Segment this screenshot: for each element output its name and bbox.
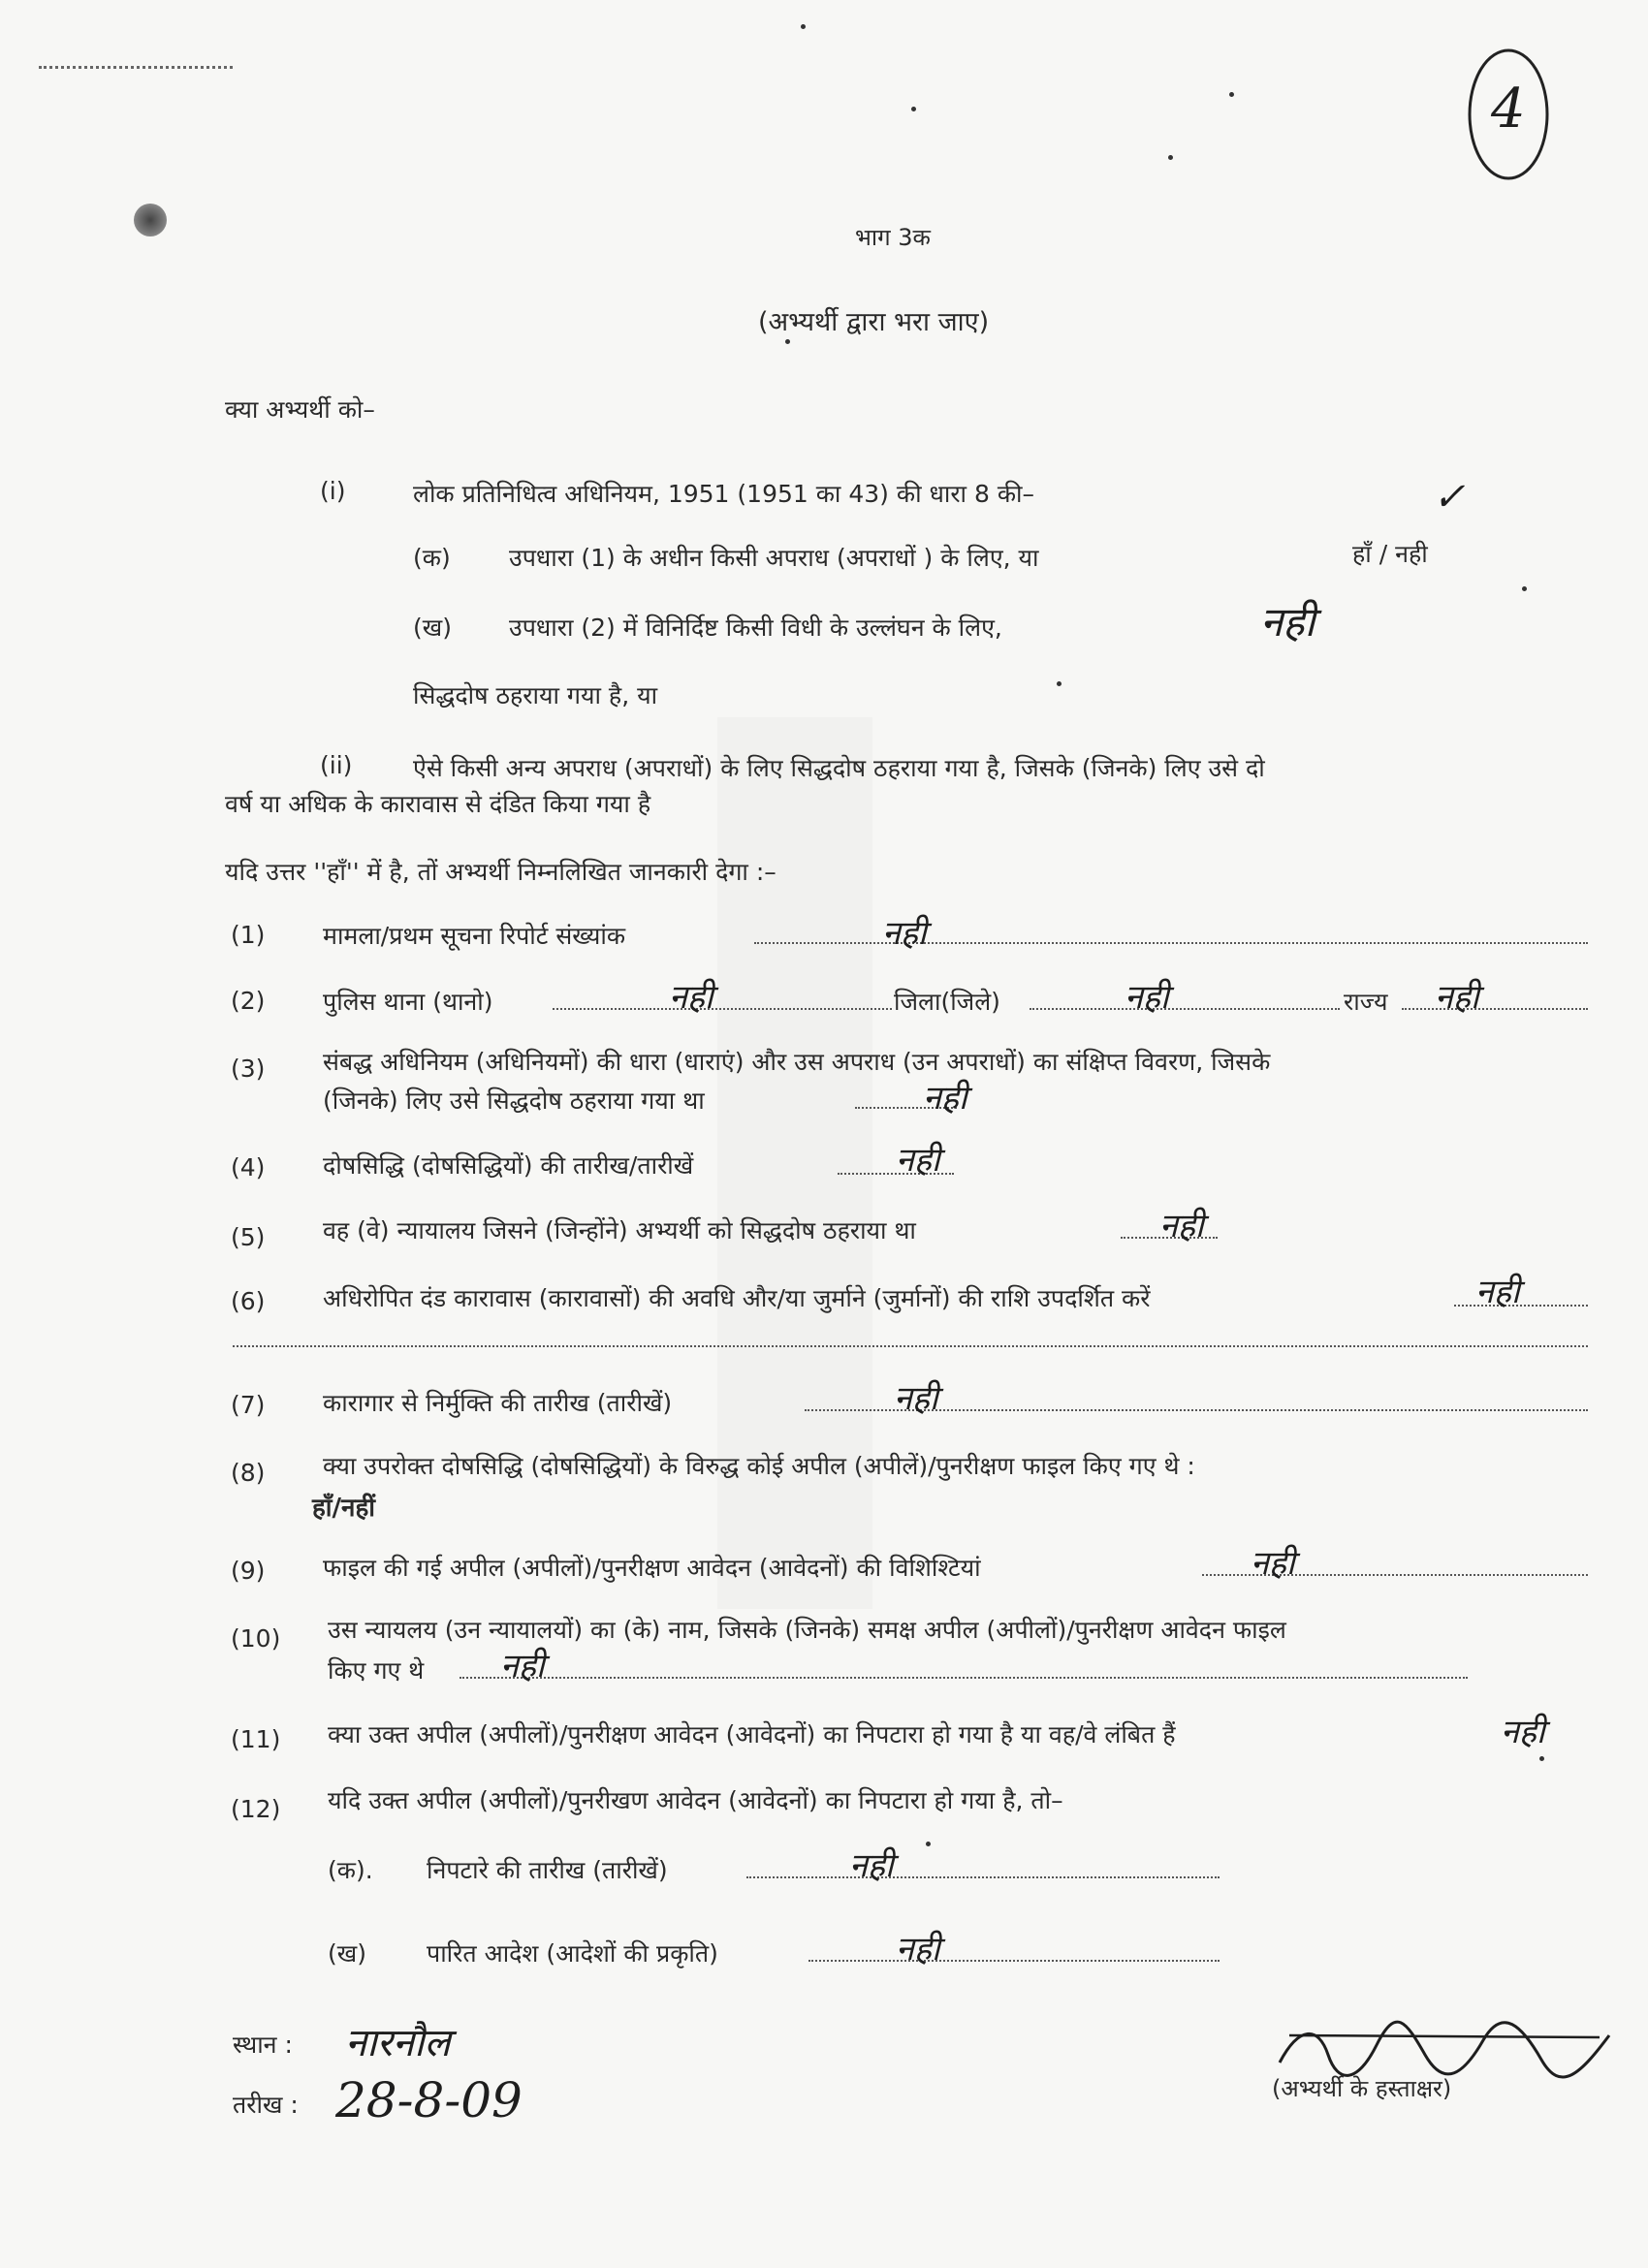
item-12a-label: (क). — [328, 1856, 373, 1884]
item-11-text: क्या उक्त अपील (अपीलों)/पुनरीक्षण आवेदन (आवेदनों) का निपटारा हो गया है या वह/वे लंबित हैं — [328, 1720, 1176, 1748]
intro-text: क्या अभ्यर्थी को– — [225, 395, 375, 424]
clause-b-text: उपधारा (2) में विनिर्दिष्ट किसी विधी के उल्लंघन के लिए, — [509, 614, 1002, 642]
item-12a-answer: नही — [849, 1846, 894, 1885]
item-6-number: (6) — [231, 1287, 266, 1315]
scan-edge-marks — [39, 66, 233, 69]
clause-a-text: उपधारा (1) के अधीन किसी अपराध (अपराधों ) के लिए, या — [509, 544, 1039, 572]
item-12a-fill-line — [746, 1876, 1220, 1878]
item-2-state-line — [1402, 1008, 1588, 1010]
clause-b-label: (ख) — [413, 614, 452, 642]
scan-speck — [911, 107, 916, 111]
section-i-number: (i) — [320, 477, 346, 505]
item-7-answer: नही — [894, 1379, 938, 1418]
signature-label: (अभ्यर्थी के हस्ताक्षर) — [1272, 2075, 1452, 2102]
item-1-answer: नही — [882, 914, 927, 953]
item-2-station-answer: नही — [669, 978, 713, 1017]
checkmark: ✓ — [1433, 475, 1466, 520]
item-8-options: हाँ/नहीं — [312, 1494, 376, 1523]
item-3-line2: (जिनके) लिए उसे सिद्धदोष ठहराया गया था — [323, 1087, 705, 1115]
item-10-line1: उस न्यायलय (उन न्यायालयों) का (के) नाम, जिसके (जिनके) समक्ष अपील (अपीलों)/पुनरीक्षण आवेदन फाइल — [328, 1616, 1286, 1644]
item-12b-text: पारित आदेश (आदेशों की प्रकृति) — [427, 1939, 718, 1968]
item-9-text: फाइल की गई अपील (अपीलों)/पुनरीक्षण आवेदन (आवेदनों) की विशिश्टियां — [323, 1554, 981, 1582]
item-7-text: कारागार से निर्मुक्ति की तारीख (तारीखें) — [323, 1389, 673, 1417]
item-12b-answer: नही — [896, 1930, 940, 1969]
item-3-number: (3) — [231, 1055, 266, 1083]
scan-speck — [926, 1842, 931, 1846]
punch-hole — [134, 204, 167, 236]
section-ii-number: (ii) — [320, 751, 353, 779]
page-number: 4 — [1491, 78, 1526, 141]
clause-b-answer: नही — [1260, 598, 1315, 646]
scan-speck — [785, 339, 790, 344]
item-6-answer: नही — [1475, 1273, 1520, 1311]
item-5-answer: नही — [1159, 1207, 1204, 1245]
scan-speck — [1539, 1756, 1544, 1761]
item-11-number: (11) — [231, 1725, 281, 1753]
item-9-answer: नही — [1251, 1544, 1295, 1583]
clause-a-options: हाँ / नही — [1352, 540, 1428, 568]
item-4-answer: नही — [896, 1141, 940, 1180]
item-11-answer: नही — [1501, 1713, 1545, 1751]
part-heading: भाग 3क — [855, 224, 931, 251]
item-4-number: (4) — [231, 1153, 266, 1181]
item-6-text: अधिरोपित दंड कारावास (कारावासों) की अवधि और/या जुर्माने (जुर्मानों) की राशि उपदर्शित करें — [323, 1284, 1151, 1312]
clause-a-label: (क) — [413, 544, 451, 572]
item-10-fill-line — [460, 1677, 1468, 1679]
item-2-number: (2) — [231, 987, 266, 1015]
item-5-number: (5) — [231, 1223, 266, 1251]
item-10-line2: किए गए थे — [328, 1656, 425, 1685]
item-9-number: (9) — [231, 1557, 266, 1585]
scan-speck — [1522, 586, 1527, 591]
item-1-text: मामला/प्रथम सूचना रिपोर्ट संख्यांक — [323, 922, 626, 950]
item-12-text: यदि उक्त अपील (अपीलों)/पुनरीखण आवेदन (आवेदनों) का निपटारा हो गया है, तो– — [328, 1786, 1063, 1814]
item-2-state-answer: नही — [1435, 978, 1479, 1017]
section-ii-line2: वर्ष या अधिक के कारावास से दंडित किया गया है — [225, 790, 651, 818]
item-2-district-line — [1030, 1008, 1340, 1010]
item-8-text: क्या उपरोक्त दोषसिद्धि (दोषसिद्धियों) के विरुद्ध कोई अपील (अपीलें)/पुनरीक्षण फाइल किए गए थे : — [323, 1452, 1195, 1480]
item-12-number: (12) — [231, 1795, 281, 1823]
scan-speck — [1057, 681, 1062, 686]
item-2-station-label: पुलिस थाना (थानो) — [323, 988, 493, 1016]
place-value: नारनौल — [345, 2021, 451, 2065]
item-3-answer: नही — [923, 1079, 967, 1118]
item-10-answer: नही — [500, 1647, 545, 1685]
form-subtitle: (अभ्यर्थी द्वारा भरा जाए) — [758, 307, 990, 337]
scan-speck — [801, 24, 806, 29]
item-2-station-line — [553, 1008, 892, 1010]
item-12b-label: (ख) — [328, 1939, 366, 1968]
section-i-text: लोक प्रतिनिधित्व अधिनियम, 1951 (1951 का 43) की धारा 8 की– — [413, 480, 1035, 508]
item-6-extra-line — [233, 1345, 1588, 1347]
item-12a-text: निपटारे की तारीख (तारीखें) — [427, 1856, 668, 1884]
item-10-number: (10) — [231, 1624, 281, 1653]
scan-speck — [1229, 92, 1234, 97]
place-label: स्थान : — [233, 2031, 293, 2059]
section-ii-line1: ऐसे किसी अन्य अपराध (अपराधों) के लिए सिद्धदोष ठहराया गया है, जिसके (जिनके) लिए उसे दो — [413, 754, 1265, 782]
item-4-text: दोषसिद्धि (दोषसिद्धियों) की तारीख/तारीखें — [323, 1151, 694, 1180]
date-value: 28-8-09 — [335, 2072, 523, 2128]
item-2-state-label: राज्य — [1344, 988, 1388, 1016]
item-6-fill-line — [1454, 1305, 1588, 1307]
item-12b-fill-line — [808, 1960, 1220, 1962]
item-8-number: (8) — [231, 1459, 266, 1487]
item-2-district-label: जिला(जिले) — [894, 988, 1000, 1016]
scan-speck — [1168, 155, 1173, 160]
item-5-text: वह (वे) न्यायालय जिसने (जिन्होंने) अभ्यर्थी को सिद्धदोष ठहराया था — [323, 1216, 916, 1244]
item-7-number: (7) — [231, 1391, 266, 1419]
date-label: तरीख : — [233, 2091, 299, 2119]
section-i-close: सिद्धदोष ठहराया गया है, या — [413, 681, 658, 709]
item-2-district-answer: नही — [1125, 978, 1169, 1017]
item-1-fill-line — [754, 942, 1588, 944]
item-1-number: (1) — [231, 921, 266, 949]
item-3-line1: संबद्ध अधिनियम (अधिनियमों) की धारा (धाराएं) और उस अपराध (उन अपराधों) का संक्षिप्त विवरण, जिसके — [323, 1048, 1271, 1076]
condition-text: यदि उत्तर ''हाँ'' में है, तों अभ्यर्थी निम्नलिखित जानकारी देगा :– — [225, 858, 776, 886]
